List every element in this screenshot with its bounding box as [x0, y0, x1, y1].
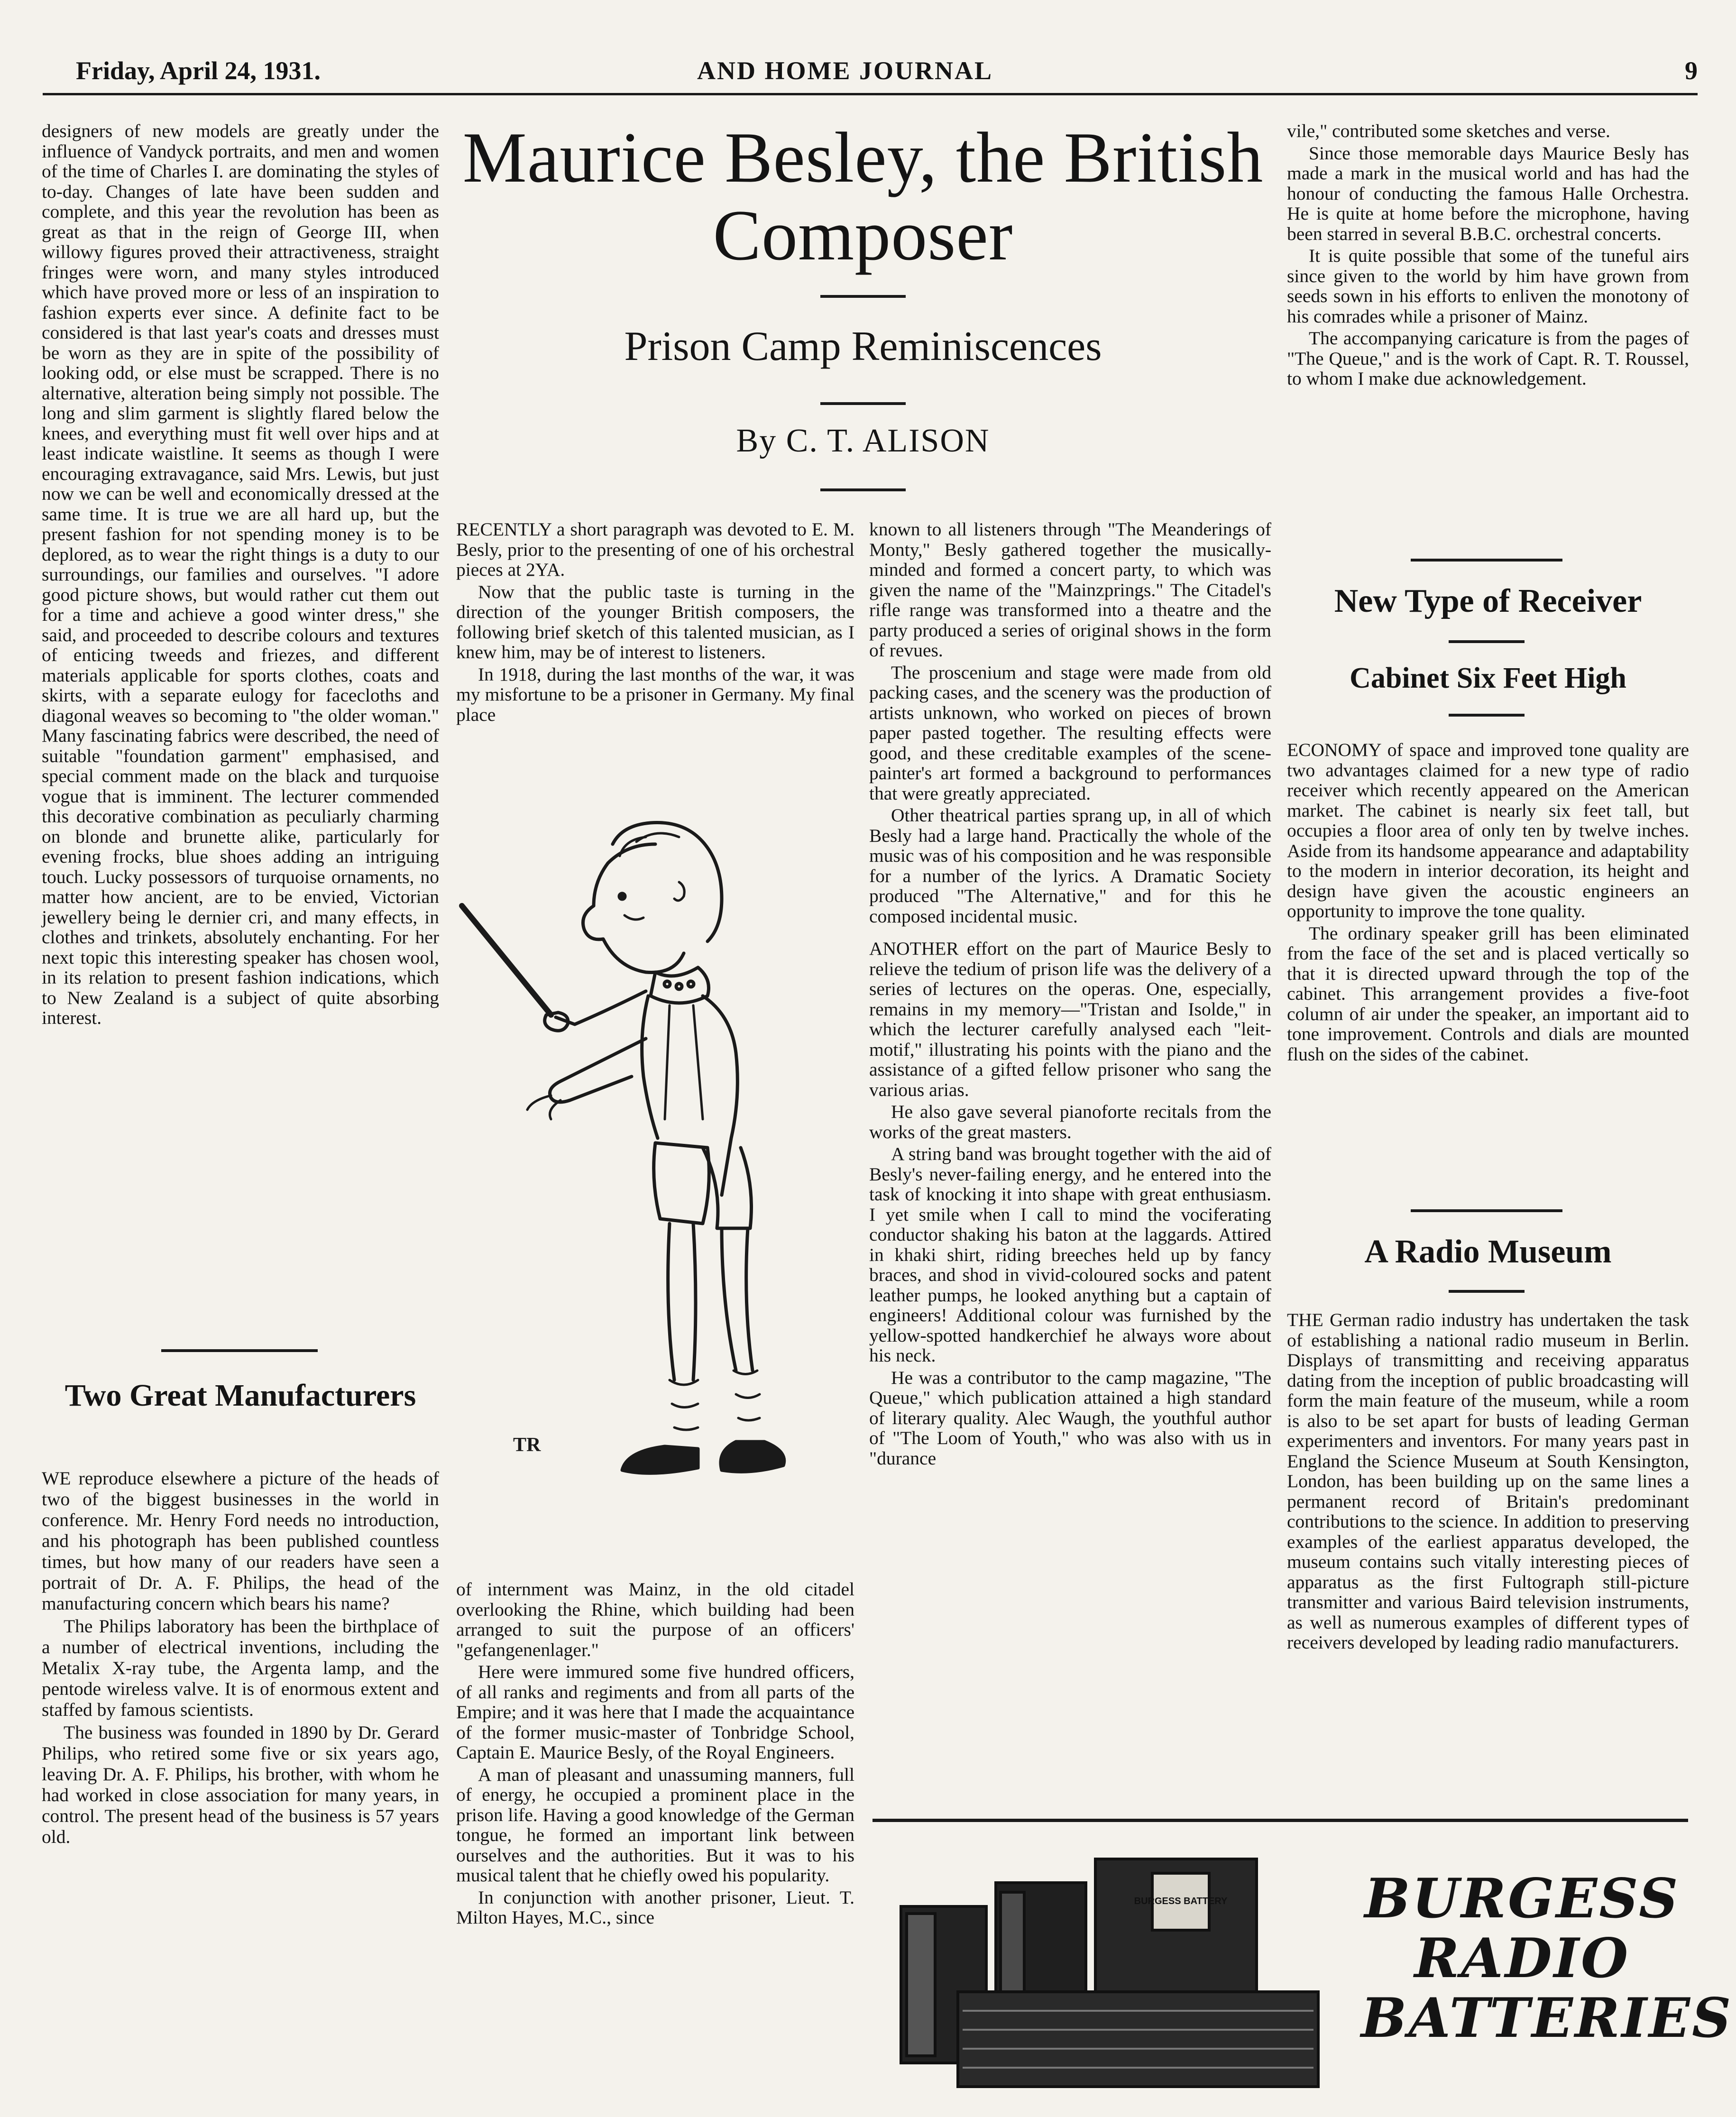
battery-illustration: [887, 1850, 1361, 2091]
feature-paragraph: Now that the public taste is turning in the direction of the younger British composers, the following brief sketch of this talented musician, as I knew him, may be of interest to listeners.: [456, 581, 854, 663]
column-museum: [1287, 1310, 1689, 1653]
caricature-signature: TR: [513, 1434, 541, 1456]
subheading-divider: [1449, 640, 1525, 643]
masthead: AND HOME JOURNAL: [697, 56, 993, 85]
besly-caricature: [456, 816, 864, 1570]
feature-column-b: [869, 519, 1271, 1468]
feature-column-a-top: [456, 519, 854, 725]
feature-paragraph: Since those memorable days Maurice Besly has made a mark in the musical world and has had the honour of conducting the famous Halle Orchestra. He is quite at home before the microphone, having been starred in several B.B.C. orchestral concerts.: [1287, 142, 1689, 244]
cabinet-subheading: Cabinet Six Feet High: [1350, 662, 1626, 694]
feature-paragraph: In conjunction with another prisoner, Lieut. T. Milton Hayes, M.C., since: [456, 1887, 854, 1928]
feature-paragraph: ANOTHER effort on the part of Maurice Besly to relieve the tedium of prison life was the delivery of a series of lectures on the operas. One, especially, remains in my memory—"Tristan and Isolde," in which the lecturer carefully analysed each "leit-motif," illustrating his points with the piano and the assistance of a gifted fellow prisoner who sang the various arias.: [869, 938, 1271, 1100]
feature-paragraph: RECENTLY a short paragraph was devoted to E. M. Besly, prior to the presenting of one of his orchestral pieces at 2YA.: [456, 519, 854, 580]
page-header: [76, 56, 1698, 89]
feature-paragraph: It is quite possible that some of the tuneful airs since given to the world by him have grown from seeds sown in his efforts to enliven the monotony of his comrades while a prisoner of Mainz.: [1287, 245, 1689, 327]
two-great-manufacturers-heading: Two Great Manufacturers: [64, 1378, 416, 1413]
feature-paragraph: known to all listeners through "The Meanderings of Monty," Besly gathered together the musically-minded and formed a concert party, to which was given the name of the "Mainzprings." The Citadel's rifle range was transformed into a theatre and the party produced a series of original shows in the form of revues.: [869, 519, 1271, 661]
subheading-divider: [1449, 714, 1525, 717]
baton-icon: [462, 906, 551, 1015]
header-rule: [43, 93, 1698, 95]
column-manufacturers: [42, 1468, 439, 1847]
feature-paragraph: He also gave several pianoforte recitals from the works of the great masters.: [869, 1101, 1271, 1142]
fashion-paragraph: designers of new models are greatly under the influence of Vandyck portraits, and men and women of the time of Charles I. are dominating the styles of to-day. Changes of late have been sudden and complete, and this year the revolution has been as great as that in the reign of George III, when willowy figures proved their attractiveness, straight fringes were worn, and many styles introduced which have proved more or less of an inspiration to fashion experts ever since. A definite fact to be considered is that last year's coats and dresses must be worn as they are in spite of the possibility of looking odd, or else must be scrapped. There is no alternative, alteration being simply not possible. The long and slim garment is slightly flared below the knees, and everything must fit well over hips and at least indicate waistline. It seems as though I were encouraging extravagance, said Mrs. Lewis, but just now we can be well and economically dressed at the same time. It is true we are all hard up, but the present fashion for not spending money is to be deplored, as to wear the right things is a duty to our surroundings, our families and ourselves. "I adore good picture shows, but would rather cut them out for a time and achieve a good winter dress," she said, and proceeded to describe colours and textures of enticing tweeds and friezes, and different materials applicable for sports clothes, coats and skirts, with a separate eulogy for facecloths and diagonal weaves so becoming to "the older woman." Many fascinating fabrics were described, the need of suitable "foundation garment" emphasised, and special comment made on the black and turquoise vogue that is imminent. The lecturer commended this decorative combination as peculiarly charming on blonde and brunette alike, particularly for evening frocks, blue shoes adding an intriguing touch. Lucky possessors of turquoise ornaments, no matter how ancient, are to be envied, Victorian jewellery being le dernier cri, and many effects, in clothes and trinkets, absolutely enchanting. For her next topic this interesting speaker has chosen wool, in its relation to present fashion indications, which to New Zealand is a subject of quite absorbing interest.: [42, 120, 439, 1028]
feature-subtitle: Prison Camp Reminiscences: [624, 323, 1102, 369]
manufacturers-paragraph: The business was founded in 1890 by Dr. Gerard Philips, who retired some five or six years ago, leaving Dr. A. F. Philips, his brother, with whom he had worked in close association for many years, in control. The present head of the business is 57 years old.: [42, 1722, 439, 1847]
byline-divider: [820, 488, 906, 491]
section-divider: [1411, 559, 1562, 561]
feature-byline: By C. T. ALISON: [736, 423, 990, 459]
column-receiver: [1287, 740, 1689, 1064]
new-type-of-receiver-heading: New Type of Receiver: [1334, 583, 1642, 619]
issue-date: Friday, April 24, 1931.: [76, 56, 321, 85]
feature-paragraph: Other theatrical parties sprang up, in all of which Besly had a large hand. Practically the whole of the music was of his composition and he was responsible for a number of the lyrics. A Dramatic Society produced "The Alternative," and for this he composed incidental music.: [869, 805, 1271, 927]
feature-paragraph: The proscenium and stage were made from old packing cases, and the scenery was the production of artists unknown, who worked on pieces of brown paper pasted together. The resulting effects were good, and these creditable examples of the scene-painter's art formed a background to performances that were greatly appreciated.: [869, 662, 1271, 804]
feature-column-a-bottom: [456, 1579, 854, 1928]
title-divider: [820, 295, 906, 298]
advert-line-2: RADIO: [1414, 1926, 1630, 1990]
feature-paragraph: vile," contributed some sketches and verse.: [1287, 120, 1610, 141]
column-fashion-continued: [42, 121, 439, 1028]
advert-line-1: BURGESS: [1364, 1867, 1680, 1930]
page-number: 9: [1685, 56, 1698, 85]
feature-paragraph: Here were immured some five hundred officers, of all ranks and regiments and from all parts of the Empire; and it was here that I made the acquaintance of the former music-master of Tonbridge School, Captain E. Maurice Besly, of the Royal Engineers.: [456, 1661, 854, 1763]
manufacturers-paragraph: The Philips laboratory has been the birthplace of a number of electrical inventions, including the Metalix X-ray tube, the Argenta lamp, and the pentode wireless valve. It is of enormous extent and staffed by famous scientists.: [42, 1616, 439, 1720]
burgess-advert: [873, 1835, 1733, 2101]
section-divider: [161, 1349, 318, 1352]
battery-label: BURGESS BATTERY: [1134, 1896, 1228, 1906]
feature-paragraph: The accompanying caricature is from the pages of "The Queue," and is the work of Capt. R. T. Roussel, to whom I make due acknowledgement.: [1287, 328, 1689, 389]
battery-icon: [958, 1992, 1318, 2087]
advert-top-rule: [873, 1819, 1688, 1822]
receiver-paragraph: The ordinary speaker grill has been eliminated from the face of the set and is placed vertically so that it is directed upward through the top of the cabinet. This arrangement provides a five-foot column of air under the speaker, an important aid to tone improvement. Controls and dials are mounted flush on the sides of the cabinet.: [1287, 922, 1689, 1065]
advert-slogan: [1361, 1867, 1733, 2050]
feature-title: Maurice Besley, the British Composer: [462, 118, 1264, 275]
feature-paragraph: A string band was brought together with the aid of Besly's never-failing energy, and he entered into the task of knocking it into shape with great enthusiasm. I yet smile when I call to mind the vociferating conductor shaking his baton at the laggards. Attired in khaki shirt, riding breeches held up by fancy braces, and shod in vivid-coloured socks and patent leather pumps, he looked anything but a captain of engineers! Additional colour was furnished by the yellow-spotted handkerchief he always wore about his neck.: [869, 1143, 1271, 1366]
feature-paragraph: A man of pleasant and unassuming manners, full of energy, he occupied a prominent place in the prison life. Having a good knowledge of the German tongue, he formed an important link between ourselves and the authorities. But it was to his musical talent that he chiefly owed his popularity.: [456, 1764, 854, 1886]
feature-paragraph: He was a contributor to the camp magazine, "The Queue," which publication attained a high standard of literary quality. Alec Waugh, the youthful author of "The Loom of Youth," who was also with us in "durance: [869, 1367, 1271, 1469]
radio-museum-heading: A Radio Museum: [1364, 1233, 1612, 1270]
advert-line-3: BATTERIES: [1361, 1986, 1733, 2050]
section-divider: [1411, 1209, 1562, 1212]
museum-paragraph: THE German radio industry has undertaken the task of establishing a national radio museum in Berlin. Displays of transmitting and receiving apparatus dating from the inception of public broadcasting will form the main feature of the museum, while a room is also to be set apart for busts of leading German experimenters and inventors. For many years past in England the Science Museum at South Kensington, London, has been building up on the same lines a permanent record of Britain's predominant contributions to the science. In addition to preserving examples of the earliest apparatus developed, the museum contains such vitally interesting pieces of apparatus as the first Fultograph still-picture transmitter and various Baird television instruments, as well as numerous examples of different types of receivers developed by leading radio manufacturers.: [1287, 1309, 1689, 1653]
receiver-paragraph: ECONOMY of space and improved tone quality are two advantages claimed for a new type of radio receiver which recently appeared on the American market. The cabinet is nearly six feet tall, but occupies a floor area of only ten by twelve inches. Aside from its handsome appearance and adaptability to the modern in interior decoration, its height and design have given the acoustic engineers an opportunity to improve the tone quality.: [1287, 739, 1689, 921]
feature-paragraph: In 1918, during the last months of the war, it was my misfortune to be a prisoner in Germany. My final place: [456, 663, 854, 725]
subheading-divider: [1449, 1290, 1525, 1293]
subtitle-divider: [820, 402, 906, 405]
feature-paragraph: of internment was Mainz, in the old citadel overlooking the Rhine, which building had been arranged to suit the purpose of an officers' "gefangenenlager.": [456, 1579, 854, 1660]
manufacturers-paragraph: WE reproduce elsewhere a picture of the heads of two of the biggest businesses in the world in conference. Mr. Henry Ford needs no introduction, and his photograph has been published countless times, but how many of our readers have seen a portrait of Dr. A. F. Philips, the head of the manufacturing concern which bears his name?: [42, 1468, 439, 1614]
column-besly-continued: [1287, 121, 1689, 389]
